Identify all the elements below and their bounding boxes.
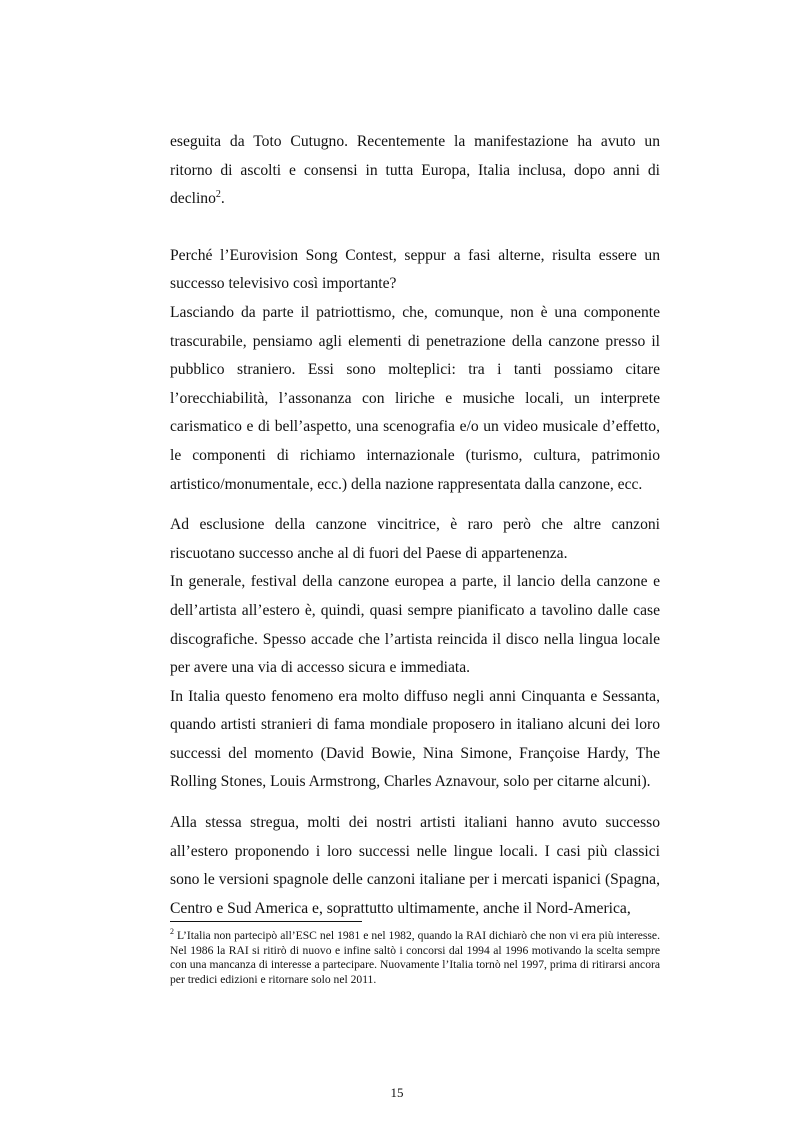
footnote-ref: 2: [215, 189, 221, 200]
paragraph-3: Lasciando da parte il patriottismo, che, comunque, non è una componente trascurabile, pensiamo agli elementi di penetrazione della canzone presso il pubblico straniero. Essi sono molteplici: tra i tanti possiamo citare l’orecchiabilità, l’assonanza con liriche e musiche locali, un interprete carismatico e di bell’aspetto, una scenografia e/o un video musicale d’effetto, le componenti di richiamo internazionale (turismo, cultura, patrimonio artistico/monumentale, ecc.) della nazione rappresentata dalla canzone, ecc.: [170, 303, 660, 493]
page-number: 15: [390, 1085, 404, 1100]
body-text: [170, 128, 660, 923]
paragraph-1: eseguita da Toto Cutugno. Recentemente la manifestazione ha avuto un ritorno di ascolti e consensi in tutta Europa, Italia inclusa, dopo anni di declino$^2$.: [170, 133, 660, 208]
footnote-text: L’Italia non partecipò all’ESC nel 1981 e nel 1982, quando la RAI dichiarò che non vi era più interesse. Nel 1986 la RAI si ritirò di nuovo e infine saltò i concorsi dal 1994 al 1996 motivando la scelta sempre con una mancanza di interesse a partecipare. Nuovamente l’Italia tornò nel 1997, prima di ritirarsi ancora per tredici edizioni e ritornare solo nel 2011.: [170, 929, 660, 986]
paragraph-2: Perché l’Eurovision Song Contest, seppur a fasi alterne, risulta essere un successo televisivo così importante?: [170, 246, 660, 293]
footnote: [170, 929, 660, 987]
paragraph-6: In Italia questo fenomeno era molto diffuso negli anni Cinquanta e Sessanta, quando artisti stranieri di fama mondiale proposero in italiano alcuni dei loro successi del momento (David Bowie, Nina Simone, Françoise Hardy, The Rolling Stones, Louis Armstrong, Charles Aznavour, solo per citarne alcuni).: [170, 687, 660, 791]
footnote-divider: [170, 921, 362, 922]
footnote-marker: 2: [170, 927, 174, 937]
paragraph-4: Ad esclusione della canzone vincitrice, è raro però che altre canzoni riscuotano successo anche al di fuori del Paese di appartenenza.: [170, 516, 660, 562]
paragraph-7: Alla stessa stregua, molti dei nostri artisti italiani hanno avuto successo all’estero proponendo i loro successi nelle lingue locali. I casi più classici sono le versioni spagnole delle canzoni italiane per i mercati ispanici (Spagna, Centro e Sud America e, soprattutto ultimamente, anche il Nord-America,: [170, 814, 660, 917]
paragraph-5: In generale, festival della canzone europea a parte, il lancio della canzone e dell’artista all’estero è, quindi, quasi sempre pianificato a tavolino dalle case discografiche. Spesso accade che l’artista reincida il disco nella lingua locale per avere una via di accesso sicura e immediata.: [170, 573, 660, 677]
